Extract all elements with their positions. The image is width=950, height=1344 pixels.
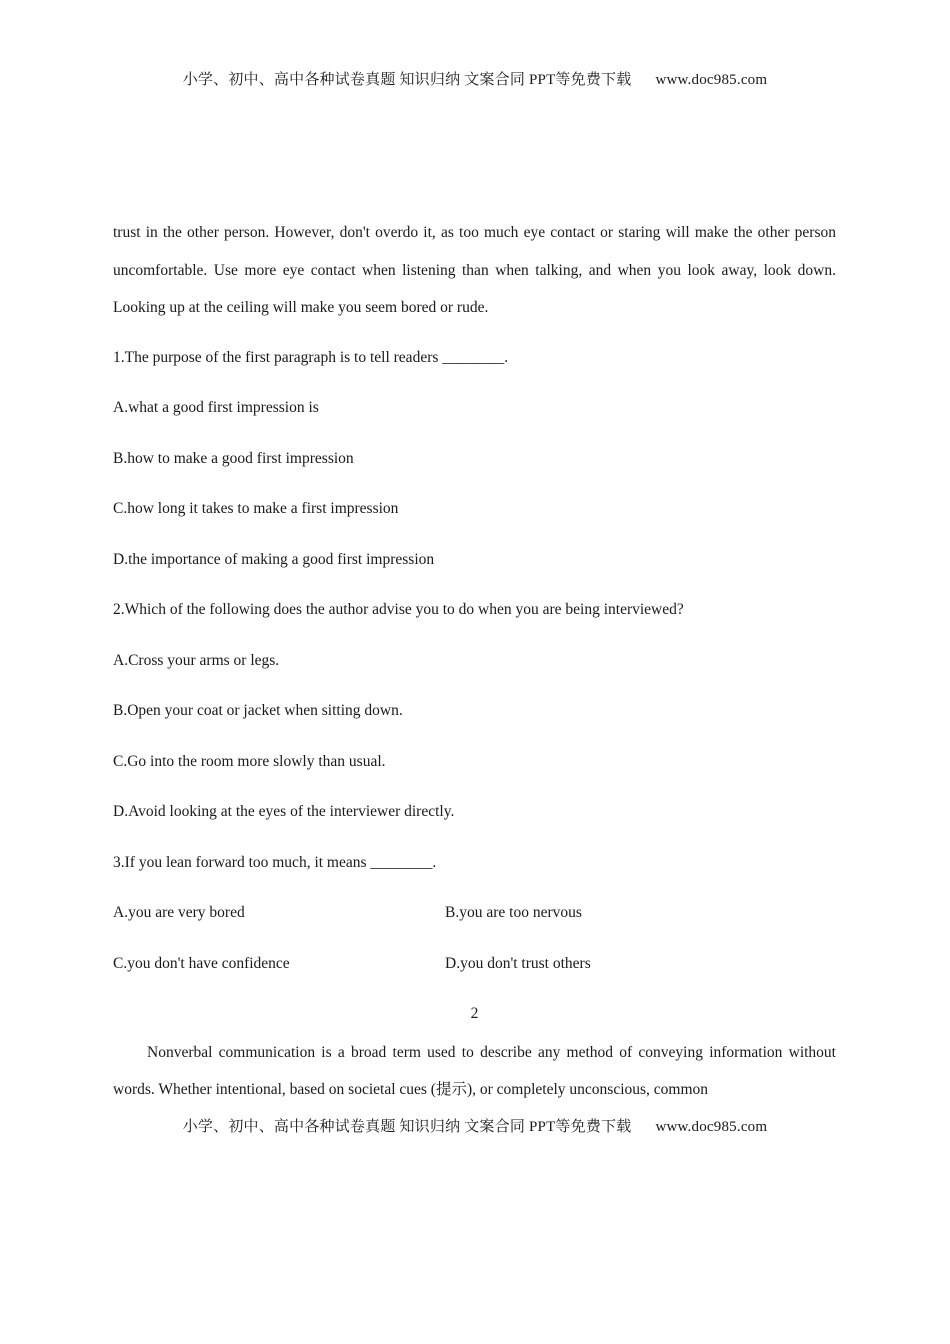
header-text: 小学、初中、高中各种试卷真题 知识归纳 文案合同 PPT等免费下载 [182, 72, 632, 88]
page-footer [0, 1115, 950, 1136]
question-1-option-c: C.how long it takes to make a first impression [113, 500, 399, 517]
footer-site-link[interactable]: www.doc985.com [655, 1119, 768, 1135]
passage-continuation: trust in the other person. However, don't overdo it, as too much eye contact or staring will make the other person uncomfortable. Use more eye contact when listening than when talking, and when you look away, look down. Looking up at the ceiling will make you seem bored or rude. [113, 224, 836, 316]
question-3-stem: 3.If you lean forward too much, it means ________. [113, 853, 437, 871]
question-3-option-d: D.you don't trust others [445, 954, 591, 972]
document-body [113, 214, 836, 1109]
page-header [0, 68, 950, 89]
question-1-option-d: D.the importance of making a good first impression [113, 550, 435, 568]
question-3-options-row-1 [113, 888, 836, 939]
question-1-option-b: B.how to make a good first impression [113, 449, 354, 467]
question-2-stem: 2.Which of the following does the author advise you to do when you are being interviewed? [113, 601, 684, 618]
next-passage-text: Nonverbal communication is a broad term used to describe any method of conveying information without words. Whether intentional, based on societal cues (提示), or completely unconscious, common [113, 1043, 836, 1098]
question-3-options-row-2 [113, 939, 836, 990]
question-3-option-a: A.you are very bored [113, 904, 245, 921]
footer-text: 小学、初中、高中各种试卷真题 知识归纳 文案合同 PPT等免费下载 [182, 1119, 632, 1135]
section-number: 2 [470, 1005, 479, 1022]
question-1-option-a: A.what a good first impression is [113, 399, 319, 416]
question-2-option-c: C.Go into the room more slowly than usual. [113, 752, 386, 770]
question-2-option-d: D.Avoid looking at the eyes of the interviewer directly. [113, 803, 455, 820]
question-3-option-b: B.you are too nervous [445, 904, 582, 921]
question-3-option-c: C.you don't have confidence [113, 954, 290, 972]
header-site-link[interactable]: www.doc985.com [655, 72, 768, 88]
question-2-option-b: B.Open your coat or jacket when sitting down. [113, 702, 403, 719]
question-2-option-a: A.Cross your arms or legs. [113, 651, 280, 669]
question-1-stem: 1.The purpose of the first paragraph is to tell readers ________. [113, 348, 509, 366]
